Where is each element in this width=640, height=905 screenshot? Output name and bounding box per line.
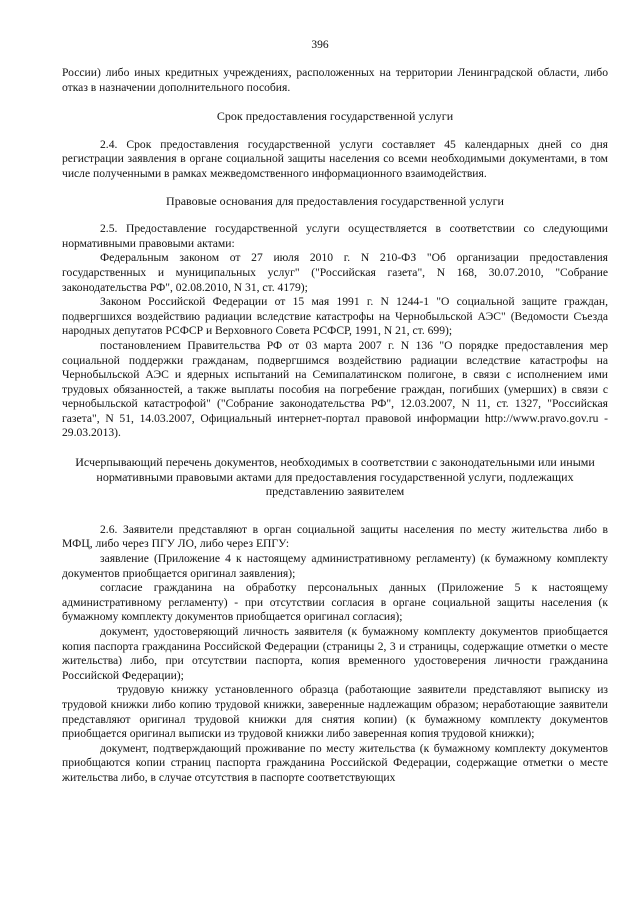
- paragraph: России) либо иных кредитных учреждениях, расположенных на территории Ленинградской области, либо отказ в назначении дополнительного пособия.: [62, 66, 608, 94]
- spacer: [62, 182, 608, 194]
- paragraph: 2.6. Заявители представляют в орган социальной защиты населения по месту жительства либо в МФЦ, либо через ПГУ ЛО, либо через ЕПГУ:: [62, 522, 608, 551]
- spacer: [62, 499, 608, 523]
- paragraph: 2.4. Срок предоставления государственной услуги составляет 45 календарных дней со дня регистрации заявления в органе социальной защиты населения со всеми необходимыми документами, в том числе полученными в рамках межведомственного информационного взаимодействия.: [62, 137, 608, 180]
- spacer: [62, 95, 608, 109]
- section-heading: Срок предоставления государственной услуги: [216, 109, 454, 124]
- spacer: [62, 124, 608, 138]
- paragraph: Законом Российской Федерации от 15 мая 1991 г. N 1244-1 "О социальной защите граждан, подвергшихся воздействию радиации вследствие катастрофы на Чернобыльской АЭС" (Ведомости Съезда народных депутатов РСФСР и Верховного Совета РСФСР, 1991, N 21, ст. 699);: [62, 295, 608, 338]
- page-number: 396: [311, 39, 329, 51]
- document-body: [62, 66, 608, 786]
- section-heading: Правовые основания для предоставления государственной услуги: [166, 193, 504, 208]
- paragraph: документ, удостоверяющий личность заявителя (к бумажному комплекту документов приобщается копия паспорта гражданина Российской Федерации (страницы 2, 3 и страницы, содержащие отметки о месте жительства) либо, при отсутствии паспорта, копия временного удостоверения личности гражданина Российской Федерации);: [62, 625, 608, 682]
- paragraph: документ, подтверждающий проживание по месту жительства (к бумажному комплекту документов приобщаются копии страниц паспорта гражданина Российской Федерации, содержащие отметки о месте жительства либо, в случае отсутствия в паспорте соответствующих: [62, 741, 608, 784]
- paragraph: постановлением Правительства РФ от 03 марта 2007 г. N 136 "О порядке предоставления мер социальной поддержки гражданам, подвергшимся воздействию радиации вследствие катастрофы на Чернобыльской АЭС и ядерных испытаний на Семипалатинском полигоне, в связи с исполнением ими трудовых обязанностей, а также выплаты пособия на погребение граждан, погибших (умерших) в связи с чернобыльской катастрофой" ("Собрание законодательства РФ", 12.03.2007, N 11, ст. 1327, "Российская газета", N 51, 14.03.2007, Официальный интернет-портал правовой информации http://www.pravo.gov.ru - 29.03.2013).: [62, 338, 608, 440]
- paragraph: Федеральным законом от 27 июля 2010 г. N 210-ФЗ "Об организации предоставления государственных и муниципальных услуг" ("Российская газета", N 168, 30.07.2010, "Собрание законодательства РФ", 02.08.2010, N 31, ст. 4179);: [62, 251, 608, 294]
- section-heading: Исчерпывающий перечень документов, необходимых в соответствии с законодательными или иными нормативными правовыми актами для предоставления государственной услуги, подлежащих представлению заявителем: [75, 455, 595, 499]
- paragraph: заявление (Приложение 4 к настоящему административному регламенту) (к бумажному комплекту документов приобщается оригинал заявления);: [62, 552, 608, 580]
- spacer: [62, 441, 608, 455]
- paragraph: 2.5. Предоставление государственной услуги осуществляется в соответствии со следующими нормативными правовыми актами:: [62, 222, 608, 250]
- spacer: [62, 208, 608, 222]
- paragraph: согласие гражданина на обработку персональных данных (Приложение 5 к настоящему административному регламенту) - при отсутствии согласия в органе социальной защиты населения (к бумажному комплекту документов приобщается оригинал согласия);: [62, 581, 608, 624]
- paragraph: трудовую книжку установленного образца (работающие заявители представляют выписку из трудовой книжки либо копию трудовой книжки, заверенные надлежащим образом; неработающие заявители представляют оригинал трудовой книжки для снятия копии) (к бумажному комплекту документов приобщается оригинал выписки из трудовой книжки либо заверенная копия трудовой книжки);: [62, 683, 608, 741]
